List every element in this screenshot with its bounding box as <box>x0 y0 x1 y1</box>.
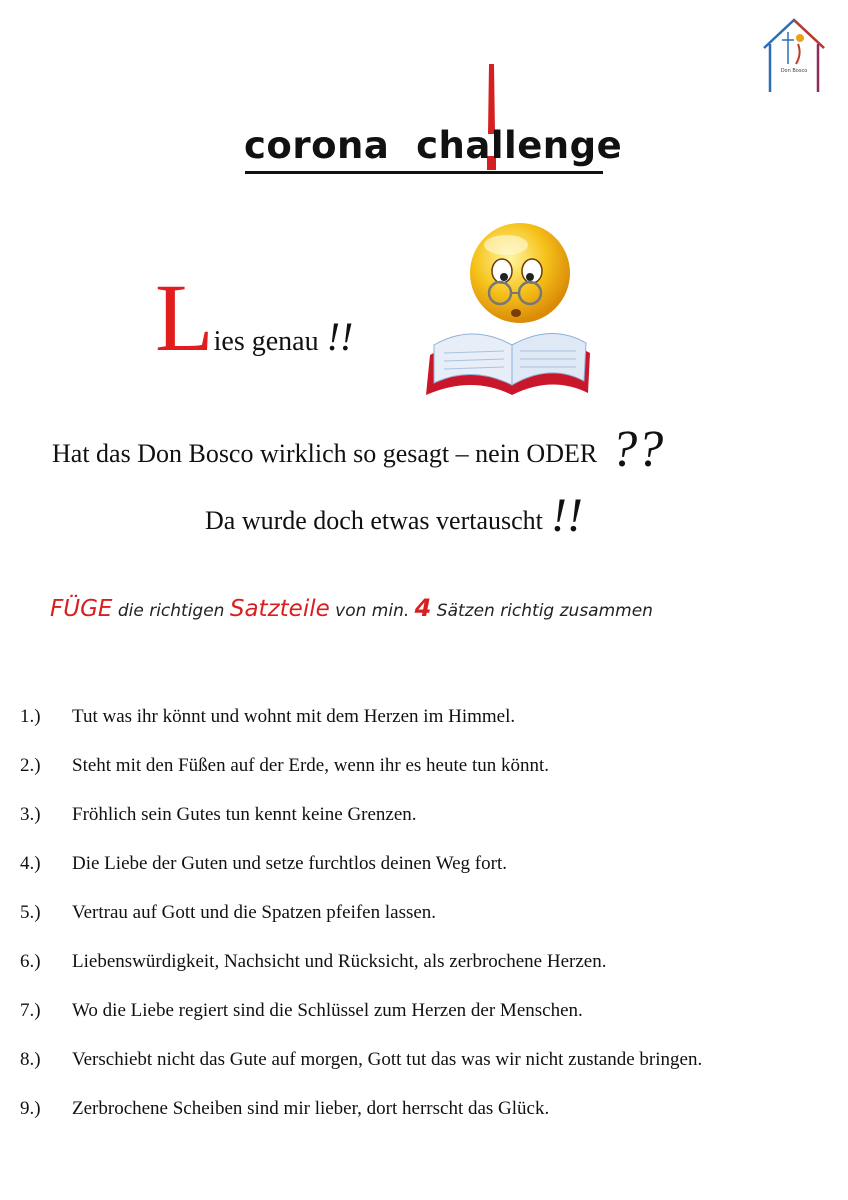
item-number: 2.) <box>20 755 41 776</box>
item-number: 8.) <box>20 1049 41 1070</box>
item-number: 9.) <box>20 1098 41 1119</box>
reading-smiley-illustration <box>420 205 600 405</box>
heading <box>155 264 354 371</box>
task-word-fuege: FÜGE <box>50 596 113 622</box>
item-text: Verschiebt nicht das Gute auf morgen, Gott tut das was wir nicht zustande bringen. <box>72 1049 703 1070</box>
title-block <box>200 60 650 190</box>
task-text-1: die richtigen <box>112 601 230 621</box>
item-text: Zerbrochene Scheiben sind mir lieber, dort herrscht das Glück. <box>72 1098 550 1119</box>
reading-smiley-icon <box>420 205 600 405</box>
title-underline <box>245 171 603 174</box>
list-item <box>20 804 820 853</box>
task-number: 4 <box>414 594 432 622</box>
list-item <box>20 1049 820 1098</box>
list-item <box>20 706 820 755</box>
sentence-list <box>20 706 820 1147</box>
logo-label: Don Bosco <box>780 68 808 74</box>
item-number: 3.) <box>20 804 41 825</box>
task-text-2: von min. <box>329 601 415 621</box>
item-text: Tut was ihr könnt und wohnt mit dem Herzen im Himmel. <box>72 706 516 727</box>
statement-line <box>205 488 583 543</box>
heading-marks: !! <box>326 314 354 359</box>
task-instruction <box>50 594 653 622</box>
item-text: Die Liebe der Guten und setze furchtlos deinen Weg fort. <box>72 853 507 874</box>
item-number: 7.) <box>20 1000 41 1021</box>
statement-text: Da wurde doch etwas vertauscht <box>205 506 543 535</box>
list-item <box>20 1098 820 1147</box>
question-marks: ?? <box>611 421 664 478</box>
logo <box>758 14 830 96</box>
item-number: 6.) <box>20 951 41 972</box>
item-text: Vertrau auf Gott und die Spatzen pfeifen lassen. <box>72 902 437 923</box>
list-item <box>20 755 820 804</box>
question-text: Hat das Don Bosco wirklich so gesagt – nein ODER <box>52 439 598 468</box>
item-number: 4.) <box>20 853 41 874</box>
item-text: Liebenswürdigkeit, Nachsicht und Rücksicht, als zerbrochene Herzen. <box>72 951 607 972</box>
item-text: Fröhlich sein Gutes tun kennt keine Grenzen. <box>72 804 417 825</box>
list-item <box>20 853 820 902</box>
question-line <box>52 420 663 479</box>
heading-initial: L <box>155 264 214 371</box>
heading-text: ies genau <box>213 326 319 357</box>
statement-marks: !! <box>550 489 583 542</box>
list-item <box>20 1000 820 1049</box>
item-text: Wo die Liebe regiert sind die Schlüssel zum Herzen der Menschen. <box>72 1000 583 1021</box>
page-title: corona challenge <box>244 124 623 167</box>
list-item <box>20 902 820 951</box>
item-number: 1.) <box>20 706 41 727</box>
item-number: 5.) <box>20 902 41 923</box>
task-word-satzteile: Satzteile <box>229 596 330 622</box>
list-item <box>20 951 820 1000</box>
house-logo-icon <box>758 14 830 96</box>
item-text: Steht mit den Füßen auf der Erde, wenn ihr es heute tun könnt. <box>72 755 550 776</box>
task-text-3: Sätzen richtig zusammen <box>431 601 653 621</box>
